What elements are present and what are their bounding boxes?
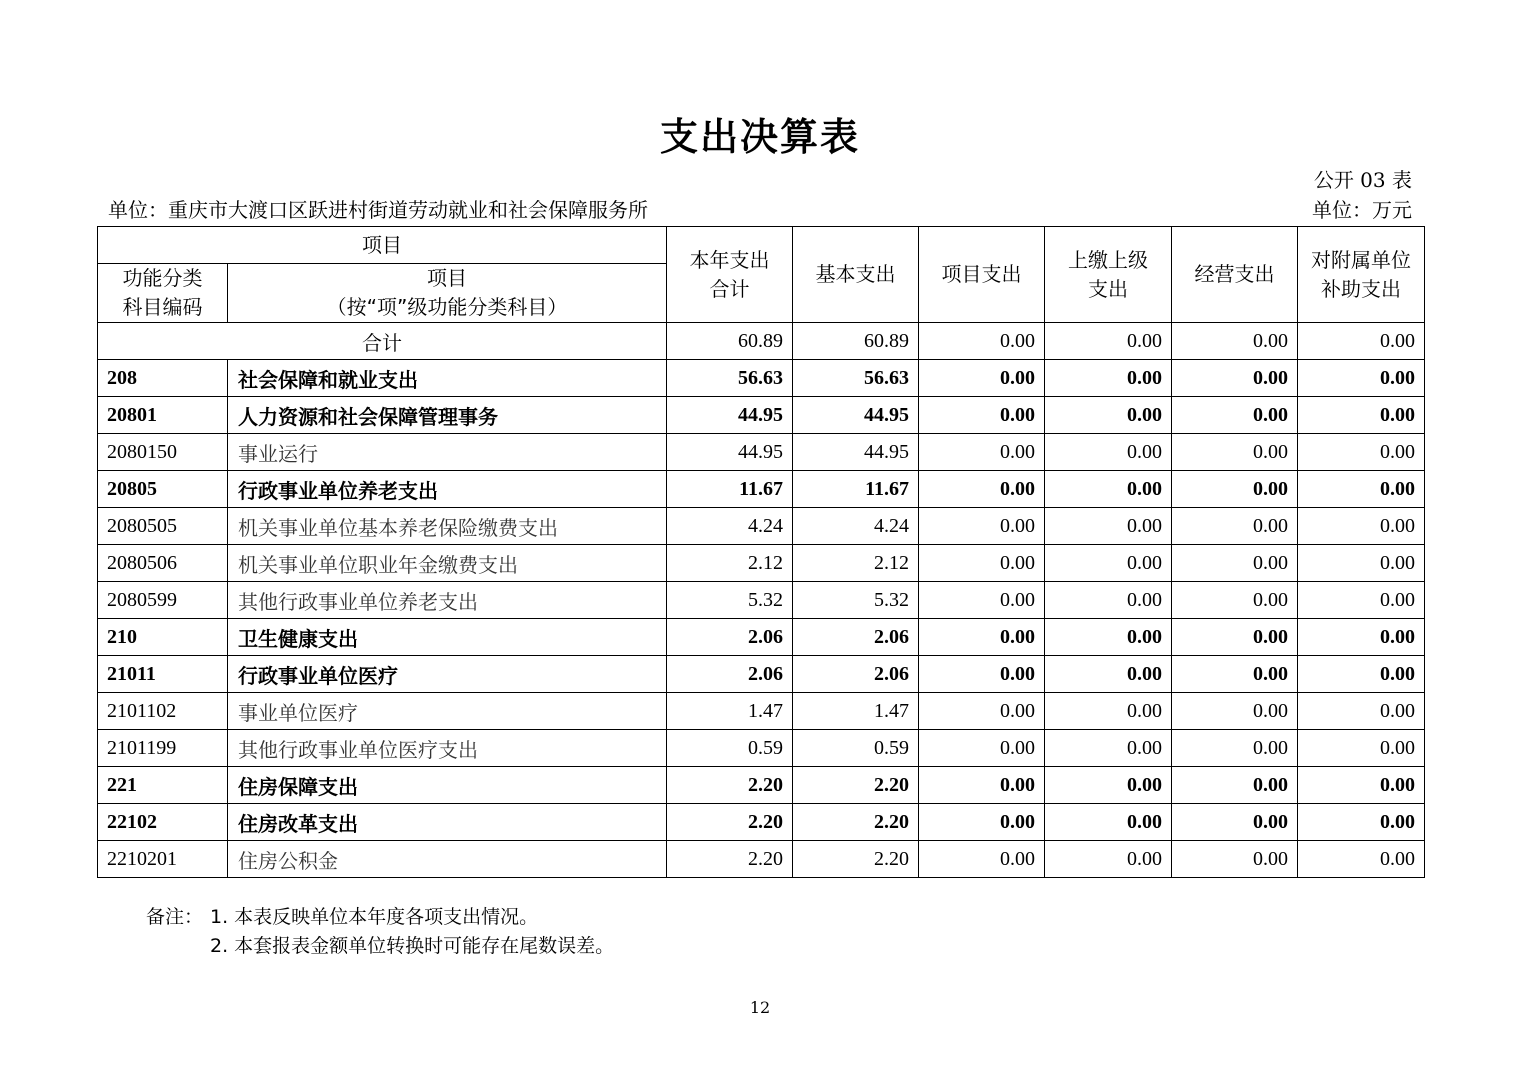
row-code: 2101199	[98, 730, 228, 767]
total-value: 0.00	[1172, 323, 1298, 360]
page-number: 12	[749, 998, 771, 1017]
row-value: 0.00	[1172, 397, 1298, 434]
row-value: 0.00	[1045, 397, 1172, 434]
row-value: 2.06	[667, 656, 793, 693]
row-value: 1.47	[793, 693, 919, 730]
row-value: 2.06	[793, 619, 919, 656]
row-value: 2.06	[793, 656, 919, 693]
row-value: 0.00	[919, 582, 1045, 619]
row-value: 0.00	[919, 730, 1045, 767]
row-value: 0.00	[1045, 360, 1172, 397]
table-row	[98, 841, 1425, 878]
total-value: 0.00	[1298, 323, 1425, 360]
row-name: 机关事业单位职业年金缴费支出	[228, 545, 667, 582]
row-code: 2080506	[98, 545, 228, 582]
row-value: 0.00	[1172, 360, 1298, 397]
row-value: 0.00	[1045, 434, 1172, 471]
row-name: 住房保障支出	[228, 767, 667, 804]
row-value: 0.00	[1045, 804, 1172, 841]
row-value: 2.20	[667, 841, 793, 878]
table-row	[98, 656, 1425, 693]
total-value: 60.89	[793, 323, 919, 360]
row-value: 0.00	[919, 767, 1045, 804]
row-value: 0.00	[1298, 730, 1425, 767]
row-value: 0.00	[1172, 804, 1298, 841]
row-name: 住房改革支出	[228, 804, 667, 841]
row-value: 0.00	[919, 656, 1045, 693]
row-value: 0.00	[1045, 767, 1172, 804]
row-value: 0.00	[1172, 693, 1298, 730]
row-value: 0.00	[919, 841, 1045, 878]
row-value: 44.95	[793, 434, 919, 471]
total-row	[98, 323, 1425, 360]
header-col-project: 项目支出	[919, 227, 1045, 323]
row-name: 事业单位医疗	[228, 693, 667, 730]
row-value: 2.12	[667, 545, 793, 582]
row-value: 1.47	[667, 693, 793, 730]
row-value: 0.00	[1298, 804, 1425, 841]
table-body	[98, 323, 1425, 878]
header-col-remit: 上缴上级 支出	[1045, 227, 1172, 323]
row-name: 其他行政事业单位医疗支出	[228, 730, 667, 767]
amount-unit: 单位：万元	[1312, 198, 1412, 222]
row-name: 其他行政事业单位养老支出	[228, 582, 667, 619]
row-value: 0.00	[1172, 582, 1298, 619]
row-value: 0.00	[1045, 841, 1172, 878]
row-value: 2.12	[793, 545, 919, 582]
table-row	[98, 397, 1425, 434]
row-value: 0.00	[1298, 360, 1425, 397]
row-value: 0.00	[1298, 841, 1425, 878]
row-value: 2.06	[667, 619, 793, 656]
row-value: 0.00	[1045, 693, 1172, 730]
row-value: 2.20	[793, 767, 919, 804]
row-value: 0.00	[919, 693, 1045, 730]
row-code: 20805	[98, 471, 228, 508]
header-col-total: 本年支出 合计	[667, 227, 793, 323]
row-value: 56.63	[667, 360, 793, 397]
table-row	[98, 804, 1425, 841]
reporting-unit: 单位：重庆市大渡口区跃进村街道劳动就业和社会保障服务所	[108, 198, 648, 222]
table-row	[98, 693, 1425, 730]
row-value: 0.00	[1045, 730, 1172, 767]
row-value: 0.00	[1298, 434, 1425, 471]
row-value: 4.24	[667, 508, 793, 545]
table-row	[98, 508, 1425, 545]
row-name: 机关事业单位基本养老保险缴费支出	[228, 508, 667, 545]
row-name: 住房公积金	[228, 841, 667, 878]
row-value: 0.00	[1298, 471, 1425, 508]
row-value: 11.67	[793, 471, 919, 508]
header-name: 项目 （按“项”级功能分类科目）	[228, 264, 667, 323]
row-value: 2.20	[793, 804, 919, 841]
total-value: 60.89	[667, 323, 793, 360]
row-value: 0.00	[1172, 619, 1298, 656]
row-name: 卫生健康支出	[228, 619, 667, 656]
row-value: 0.00	[919, 397, 1045, 434]
header-col-subsidy: 对附属单位 补助支出	[1298, 227, 1425, 323]
notes	[146, 902, 614, 960]
row-value: 11.67	[667, 471, 793, 508]
table-row	[98, 619, 1425, 656]
row-value: 0.00	[1298, 693, 1425, 730]
row-value: 0.00	[1172, 434, 1298, 471]
row-name: 行政事业单位医疗	[228, 656, 667, 693]
row-value: 0.00	[1298, 656, 1425, 693]
table-row	[98, 767, 1425, 804]
row-value: 56.63	[793, 360, 919, 397]
table-row	[98, 360, 1425, 397]
header-item: 项目	[98, 227, 667, 264]
row-value: 2.20	[793, 841, 919, 878]
row-value: 0.00	[919, 360, 1045, 397]
row-value: 0.00	[919, 619, 1045, 656]
row-value: 0.00	[1298, 582, 1425, 619]
row-value: 0.00	[1172, 545, 1298, 582]
row-value: 0.00	[1172, 841, 1298, 878]
row-value: 0.00	[1172, 508, 1298, 545]
row-value: 0.00	[919, 804, 1045, 841]
row-value: 0.00	[1045, 508, 1172, 545]
row-value: 44.95	[793, 397, 919, 434]
row-value: 0.00	[1045, 656, 1172, 693]
row-value: 44.95	[667, 397, 793, 434]
row-code: 2080505	[98, 508, 228, 545]
row-value: 0.00	[1045, 545, 1172, 582]
table-row	[98, 471, 1425, 508]
row-name: 事业运行	[228, 434, 667, 471]
header-code: 功能分类 科目编码	[98, 264, 228, 323]
row-code: 208	[98, 360, 228, 397]
row-value: 0.00	[1298, 508, 1425, 545]
header-col-basic: 基本支出	[793, 227, 919, 323]
row-code: 21011	[98, 656, 228, 693]
row-value: 0.59	[793, 730, 919, 767]
page-title: 支出决算表	[659, 115, 860, 159]
row-name: 人力资源和社会保障管理事务	[228, 397, 667, 434]
total-value: 0.00	[1045, 323, 1172, 360]
row-name: 社会保障和就业支出	[228, 360, 667, 397]
table-row	[98, 545, 1425, 582]
table-row	[98, 730, 1425, 767]
row-value: 0.00	[1298, 767, 1425, 804]
row-value: 0.00	[1298, 397, 1425, 434]
row-value: 5.32	[667, 582, 793, 619]
row-code: 210	[98, 619, 228, 656]
total-label: 合计	[98, 323, 667, 360]
row-code: 2080150	[98, 434, 228, 471]
row-code: 22102	[98, 804, 228, 841]
row-code: 2080599	[98, 582, 228, 619]
row-value: 0.00	[1045, 471, 1172, 508]
row-value: 0.00	[1298, 619, 1425, 656]
row-name: 行政事业单位养老支出	[228, 471, 667, 508]
row-code: 20801	[98, 397, 228, 434]
total-value: 0.00	[919, 323, 1045, 360]
expenditure-table	[97, 226, 1425, 878]
form-number: 公开 03 表	[1313, 168, 1412, 192]
row-value: 0.00	[919, 508, 1045, 545]
row-value: 0.59	[667, 730, 793, 767]
row-value: 2.20	[667, 804, 793, 841]
row-value: 4.24	[793, 508, 919, 545]
row-value: 0.00	[1172, 767, 1298, 804]
table-row	[98, 582, 1425, 619]
row-code: 2210201	[98, 841, 228, 878]
notes-label: 备注：	[146, 906, 204, 928]
row-value: 0.00	[1172, 730, 1298, 767]
row-value: 2.20	[667, 767, 793, 804]
row-value: 0.00	[919, 471, 1045, 508]
header-col-operating: 经营支出	[1172, 227, 1298, 323]
row-value: 0.00	[919, 434, 1045, 471]
row-value: 0.00	[1298, 545, 1425, 582]
row-value: 44.95	[667, 434, 793, 471]
note-item: 1. 本表反映单位本年度各项支出情况。	[210, 906, 539, 928]
row-value: 0.00	[1045, 619, 1172, 656]
row-code: 2101102	[98, 693, 228, 730]
row-value: 0.00	[1172, 656, 1298, 693]
row-code: 221	[98, 767, 228, 804]
row-value: 0.00	[919, 545, 1045, 582]
row-value: 5.32	[793, 582, 919, 619]
row-value: 0.00	[1172, 471, 1298, 508]
row-value: 0.00	[1045, 582, 1172, 619]
table-row	[98, 434, 1425, 471]
note-item: 2. 本套报表金额单位转换时可能存在尾数误差。	[210, 935, 615, 957]
